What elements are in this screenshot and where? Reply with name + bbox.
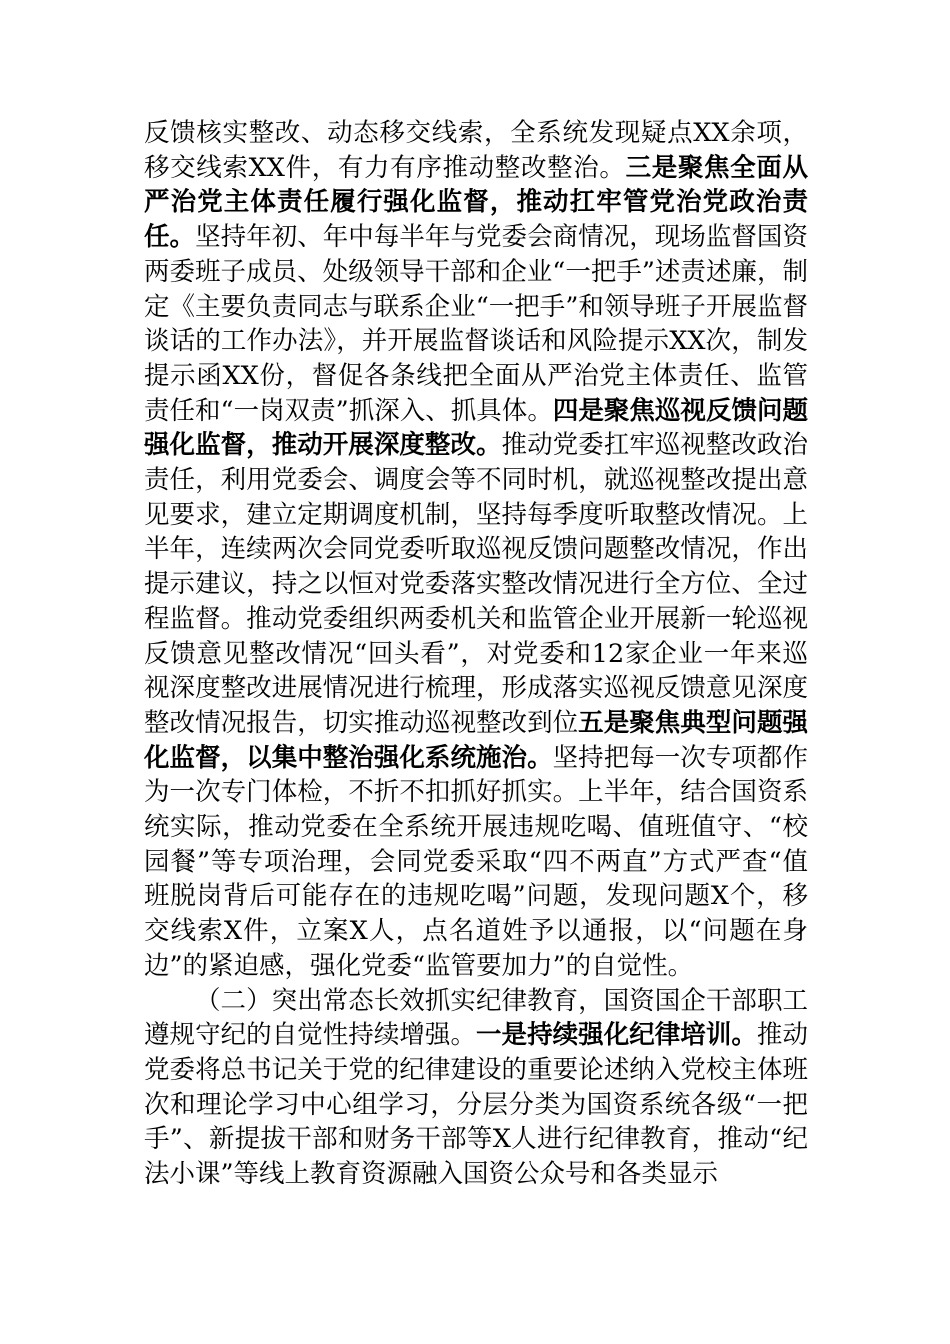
paragraph-2 [144,984,808,1192]
text-segment: 坚持把每一次专项都作为一次专门体检，不折不扣抓好抓实。上半年，结合国资系统实际，推动党委在全系统开展违规吃喝、值班值守、“校园餐”等专项治理，会同党委采取“四不两直”方式严查“值班脱岗背后可能存在的违规吃喝”问题，发现问题X个，移交线索X件，立案X人，点名道姓予以通报，以“问题在身边”的紧迫感，强化党委“监管要加力”的自觉性。 [144,742,808,981]
paragraph-1 [144,116,808,984]
document-body [144,116,808,1192]
text-segment: 推动党委将总书记关于党的纪律建设的重要论述纳入党校主体班次和理论学习中心组学习，分层分类为国资系统各级“一把手”、新提拔干部和财务干部等X人进行纪律教育，推动“纪法小课”等线上教育资源融入国资公众号和各类显示 [144,1020,808,1190]
bold-heading-one: 一是持续强化纪律培训。 [476,1020,757,1051]
text-segment: 反馈核实整改、动态移交线索，全系统发现疑点XX余项，移交线索XX件，有力有序推动整改整治。 [144,118,808,183]
bold-heading-four: 四是聚焦巡视反馈问题强化监督，推动开展深度整改。 [144,395,808,461]
text-segment: 推动党委扛牢巡视整改政治责任，利用党委会、调度会等不同时机，就巡视整改提出意见要求，建立定期调度机制，坚持每季度听取整改情况。上半年，连续两次会同党委听取巡视反馈问题整改情况，作出提示建议，持之以恒对党委落实整改情况进行全方位、全过程监督。推动党委组织两委机关和监管企业开展新一轮巡视反馈意见整改情况“回头看”，对党委和12家企业一年来巡视深度整改进展情况进行梳理，形成落实巡视反馈意见深度整改情况报告，切实推动巡视整改到位 [144,430,808,738]
text-segment: （二）突出常态长效抓实纪律教育，国资国企干部职工遵规守纪的自觉性持续增强。 [144,985,808,1051]
text-segment: 坚持年初、年中每半年与党委会商情况，现场监督国资两委班子成员、处级领导干部和企业“一把手”述责述廉，制定《主要负责同志与联系企业“一把手”和领导班子开展监督谈话的工作办法》，并开展监督谈话和风险提示XX次，制发提示函XX份，督促各条线把全面从严治党主体责任、监管责任和“一岗双责”抓深入、抓具体。 [144,222,808,426]
bold-heading-five: 五是聚焦典型问题强化监督，以集中整治强化系统施治。 [144,707,808,773]
bold-heading-three: 三是聚焦全面从严治党主体责任履行强化监督，推动扛牢管党治党政治责任。 [144,152,808,253]
